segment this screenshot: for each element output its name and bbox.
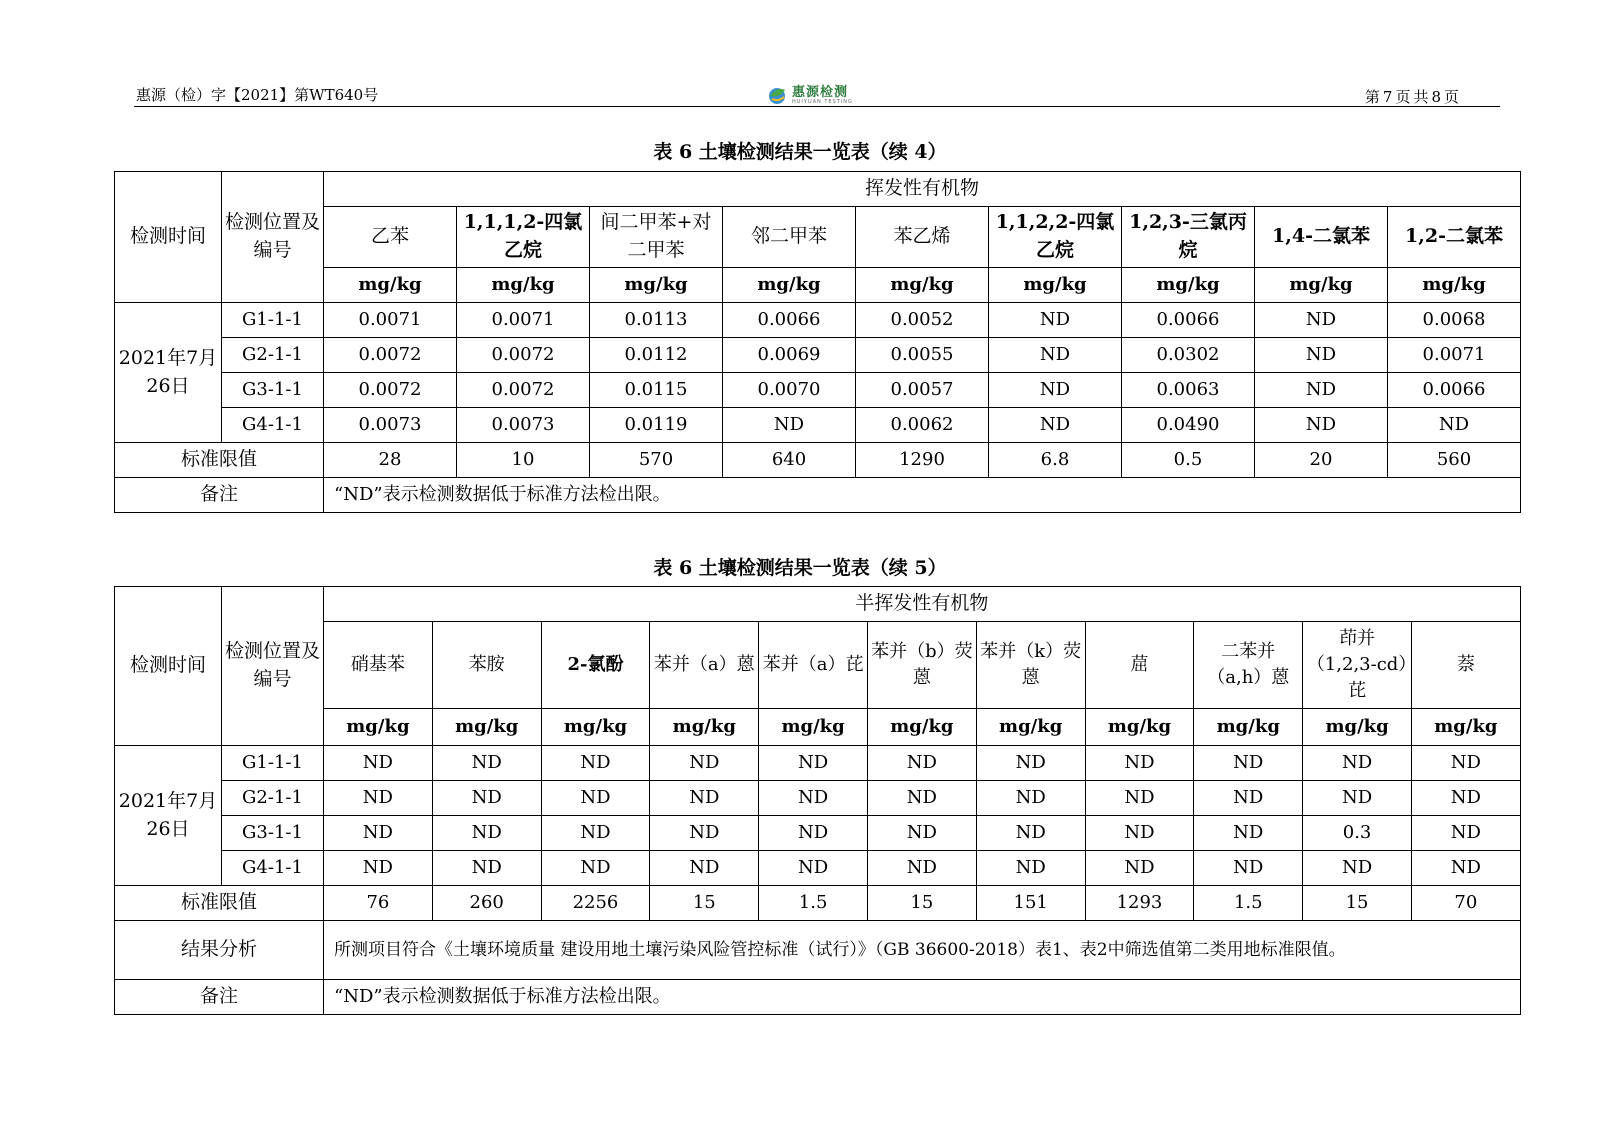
table-row: [115, 373, 1521, 408]
volatile-organics-table: [114, 171, 1521, 513]
group-header: 半挥发性有机物: [324, 587, 1521, 622]
result-cell: 0.0063: [1122, 373, 1255, 408]
standard-limit-label: 标准限值: [115, 443, 324, 478]
standard-limit-value: 560: [1388, 443, 1521, 478]
standard-limit-value: 76: [324, 886, 433, 921]
result-cell: ND: [867, 816, 976, 851]
result-cell: ND: [759, 851, 868, 886]
result-cell: ND: [541, 746, 650, 781]
result-cell: ND: [324, 746, 433, 781]
standard-limit-value: 28: [324, 443, 457, 478]
standard-limit-value: 6.8: [989, 443, 1122, 478]
result-cell: 0.0072: [457, 373, 590, 408]
standard-limit-value: 640: [723, 443, 856, 478]
unit-cell: mg/kg: [541, 709, 650, 746]
result-cell: ND: [324, 851, 433, 886]
result-cell: ND: [432, 851, 541, 886]
standard-limit-value: 570: [590, 443, 723, 478]
standard-limit-value: 10: [457, 443, 590, 478]
column-header-time: 检测时间: [115, 587, 222, 746]
column-header-location: 检测位置及编号: [222, 587, 324, 746]
company-logo: [766, 84, 853, 106]
result-cell: ND: [1255, 303, 1388, 338]
sampling-date: 2021年7月26日: [115, 303, 222, 443]
unit-cell: mg/kg: [1255, 268, 1388, 303]
result-cell: 0.0062: [856, 408, 989, 443]
standard-limit-value: 1290: [856, 443, 989, 478]
result-cell: ND: [976, 851, 1085, 886]
remarks-label: 备注: [115, 478, 324, 513]
column-header-compound: 苯并（a）蒽: [650, 622, 759, 709]
result-cell: ND: [541, 781, 650, 816]
result-cell: ND: [867, 781, 976, 816]
unit-cell: mg/kg: [324, 268, 457, 303]
result-cell: ND: [1085, 746, 1194, 781]
column-header-compound: 1,2-二氯苯: [1388, 207, 1521, 268]
unit-cell: mg/kg: [867, 709, 976, 746]
result-cell: ND: [1255, 408, 1388, 443]
result-cell: ND: [1255, 373, 1388, 408]
result-cell: 0.0071: [1388, 338, 1521, 373]
result-cell: ND: [432, 816, 541, 851]
unit-cell: mg/kg: [1388, 268, 1521, 303]
result-cell: 0.0071: [457, 303, 590, 338]
result-cell: ND: [759, 816, 868, 851]
sample-id: G1-1-1: [222, 746, 324, 781]
remarks-label: 备注: [115, 980, 324, 1015]
table-caption: 表 6 土壤检测结果一览表（续 4）: [653, 141, 947, 163]
result-cell: 0.0055: [856, 338, 989, 373]
result-cell: ND: [1303, 746, 1412, 781]
result-cell: 0.0052: [856, 303, 989, 338]
sample-id: G3-1-1: [222, 373, 324, 408]
table-row: [115, 338, 1521, 373]
standard-limit-value: 151: [976, 886, 1085, 921]
column-header-location: 检测位置及编号: [222, 172, 324, 303]
unit-cell: mg/kg: [432, 709, 541, 746]
table-caption: 表 6 土壤检测结果一览表（续 5）: [653, 557, 947, 579]
result-cell: ND: [867, 851, 976, 886]
result-cell: ND: [723, 408, 856, 443]
standard-limit-value: 20: [1255, 443, 1388, 478]
column-header-compound: 1,2,3-三氯丙烷: [1122, 207, 1255, 268]
column-header-compound: 1,1,2,2-四氯乙烷: [989, 207, 1122, 268]
unit-cell: mg/kg: [759, 709, 868, 746]
result-cell: ND: [1194, 851, 1303, 886]
result-cell: ND: [1085, 851, 1194, 886]
result-cell: ND: [1255, 338, 1388, 373]
page-info: 第7页共8页: [1364, 88, 1462, 106]
result-cell: ND: [1194, 746, 1303, 781]
column-header-compound: 1,4-二氯苯: [1255, 207, 1388, 268]
result-cell: ND: [650, 851, 759, 886]
result-cell: ND: [989, 408, 1122, 443]
table-row: [115, 781, 1521, 816]
unit-cell: mg/kg: [324, 709, 433, 746]
unit-cell: mg/kg: [1122, 268, 1255, 303]
sample-id: G2-1-1: [222, 338, 324, 373]
result-cell: ND: [976, 746, 1085, 781]
logo-subtext: HUIYUAN TESTING: [792, 98, 853, 105]
result-cell: 0.0070: [723, 373, 856, 408]
unit-cell: mg/kg: [650, 709, 759, 746]
group-header: 挥发性有机物: [324, 172, 1521, 207]
result-cell: ND: [759, 781, 868, 816]
result-cell: 0.0057: [856, 373, 989, 408]
column-header-compound: 间二甲苯+对二甲苯: [590, 207, 723, 268]
result-cell: 0.0066: [1122, 303, 1255, 338]
table-row: [115, 746, 1521, 781]
column-header-compound: 乙苯: [324, 207, 457, 268]
column-header-compound: 硝基苯: [324, 622, 433, 709]
column-header-compound: 二苯并（a,h）蒽: [1194, 622, 1303, 709]
result-cell: ND: [650, 746, 759, 781]
result-cell: ND: [867, 746, 976, 781]
result-cell: 0.0113: [590, 303, 723, 338]
result-cell: 0.0112: [590, 338, 723, 373]
result-cell: 0.0069: [723, 338, 856, 373]
column-header-compound: 茚并（1,2,3-cd）芘: [1303, 622, 1412, 709]
result-cell: 0.3: [1303, 816, 1412, 851]
result-cell: ND: [324, 781, 433, 816]
result-cell: ND: [976, 816, 1085, 851]
header-divider: [134, 106, 1500, 107]
report-number: 惠源（检）字【2021】第WT640号: [136, 86, 379, 104]
result-cell: 0.0119: [590, 408, 723, 443]
column-header-time: 检测时间: [115, 172, 222, 303]
result-cell: 0.0302: [1122, 338, 1255, 373]
result-cell: ND: [541, 851, 650, 886]
table-row: [115, 303, 1521, 338]
result-cell: ND: [976, 781, 1085, 816]
result-cell: ND: [1303, 781, 1412, 816]
result-cell: ND: [1303, 851, 1412, 886]
result-cell: ND: [1411, 816, 1520, 851]
table-row: [115, 408, 1521, 443]
result-cell: 0.0072: [324, 338, 457, 373]
result-cell: ND: [1411, 746, 1520, 781]
result-cell: 0.0066: [1388, 373, 1521, 408]
result-cell: 0.0073: [457, 408, 590, 443]
result-cell: ND: [1411, 851, 1520, 886]
result-cell: ND: [432, 781, 541, 816]
column-header-compound: 苯乙烯: [856, 207, 989, 268]
result-cell: 0.0072: [324, 373, 457, 408]
standard-limit-value: 15: [867, 886, 976, 921]
unit-cell: mg/kg: [723, 268, 856, 303]
column-header-compound: 苯并（b）荧蒽: [867, 622, 976, 709]
unit-cell: mg/kg: [1411, 709, 1520, 746]
standard-limit-value: 1.5: [759, 886, 868, 921]
standard-limit-value: 70: [1411, 886, 1520, 921]
result-cell: ND: [324, 816, 433, 851]
result-cell: ND: [759, 746, 868, 781]
unit-cell: mg/kg: [1085, 709, 1194, 746]
unit-cell: mg/kg: [1303, 709, 1412, 746]
result-cell: 0.0068: [1388, 303, 1521, 338]
remarks-text: “ND”表示检测数据低于标准方法检出限。: [324, 980, 1521, 1015]
result-cell: ND: [1411, 781, 1520, 816]
standard-limit-value: 1293: [1085, 886, 1194, 921]
standard-limit-label: 标准限值: [115, 886, 324, 921]
result-cell: ND: [650, 816, 759, 851]
unit-cell: mg/kg: [1194, 709, 1303, 746]
unit-cell: mg/kg: [590, 268, 723, 303]
remarks-text: “ND”表示检测数据低于标准方法检出限。: [324, 478, 1521, 513]
result-cell: ND: [989, 303, 1122, 338]
unit-cell: mg/kg: [989, 268, 1122, 303]
result-cell: ND: [432, 746, 541, 781]
standard-limit-value: 0.5: [1122, 443, 1255, 478]
sample-id: G4-1-1: [222, 851, 324, 886]
result-analysis-label: 结果分析: [115, 921, 324, 980]
column-header-compound: 苯并（k）荧蒽: [976, 622, 1085, 709]
column-header-compound: 萘: [1411, 622, 1520, 709]
sample-id: G2-1-1: [222, 781, 324, 816]
result-cell: 0.0073: [324, 408, 457, 443]
column-header-compound: 䓛: [1085, 622, 1194, 709]
result-cell: 0.0072: [457, 338, 590, 373]
result-cell: ND: [1194, 781, 1303, 816]
result-cell: 0.0071: [324, 303, 457, 338]
result-cell: ND: [989, 373, 1122, 408]
result-cell: ND: [541, 816, 650, 851]
result-cell: ND: [989, 338, 1122, 373]
unit-cell: mg/kg: [976, 709, 1085, 746]
semivolatile-organics-table: [114, 586, 1521, 1015]
table-row: [115, 816, 1521, 851]
unit-cell: mg/kg: [856, 268, 989, 303]
result-cell: 0.0066: [723, 303, 856, 338]
unit-cell: mg/kg: [457, 268, 590, 303]
result-cell: 0.0490: [1122, 408, 1255, 443]
standard-limit-value: 2256: [541, 886, 650, 921]
column-header-compound: 邻二甲苯: [723, 207, 856, 268]
logo-text: 惠源检测: [792, 84, 849, 100]
result-cell: ND: [1388, 408, 1521, 443]
column-header-compound: 苯胺: [432, 622, 541, 709]
result-cell: ND: [1085, 816, 1194, 851]
result-cell: 0.0115: [590, 373, 723, 408]
standard-limit-value: 1.5: [1194, 886, 1303, 921]
sample-id: G1-1-1: [222, 303, 324, 338]
leaf-logo-icon: [766, 84, 788, 106]
column-header-compound: 苯并（a）芘: [759, 622, 868, 709]
result-cell: ND: [1194, 816, 1303, 851]
sample-id: G3-1-1: [222, 816, 324, 851]
standard-limit-value: 15: [1303, 886, 1412, 921]
sample-id: G4-1-1: [222, 408, 324, 443]
standard-limit-value: 260: [432, 886, 541, 921]
column-header-compound: 2-氯酚: [541, 622, 650, 709]
result-analysis-text: 所测项目符合《土壤环境质量 建设用地土壤污染风险管控标准（试行）》（GB 36600-2018）表1、表2中筛选值第二类用地标准限值。: [324, 921, 1521, 980]
column-header-compound: 1,1,1,2-四氯乙烷: [457, 207, 590, 268]
result-cell: ND: [650, 781, 759, 816]
table-row: [115, 851, 1521, 886]
standard-limit-value: 15: [650, 886, 759, 921]
sampling-date: 2021年7月26日: [115, 746, 222, 886]
result-cell: ND: [1085, 781, 1194, 816]
